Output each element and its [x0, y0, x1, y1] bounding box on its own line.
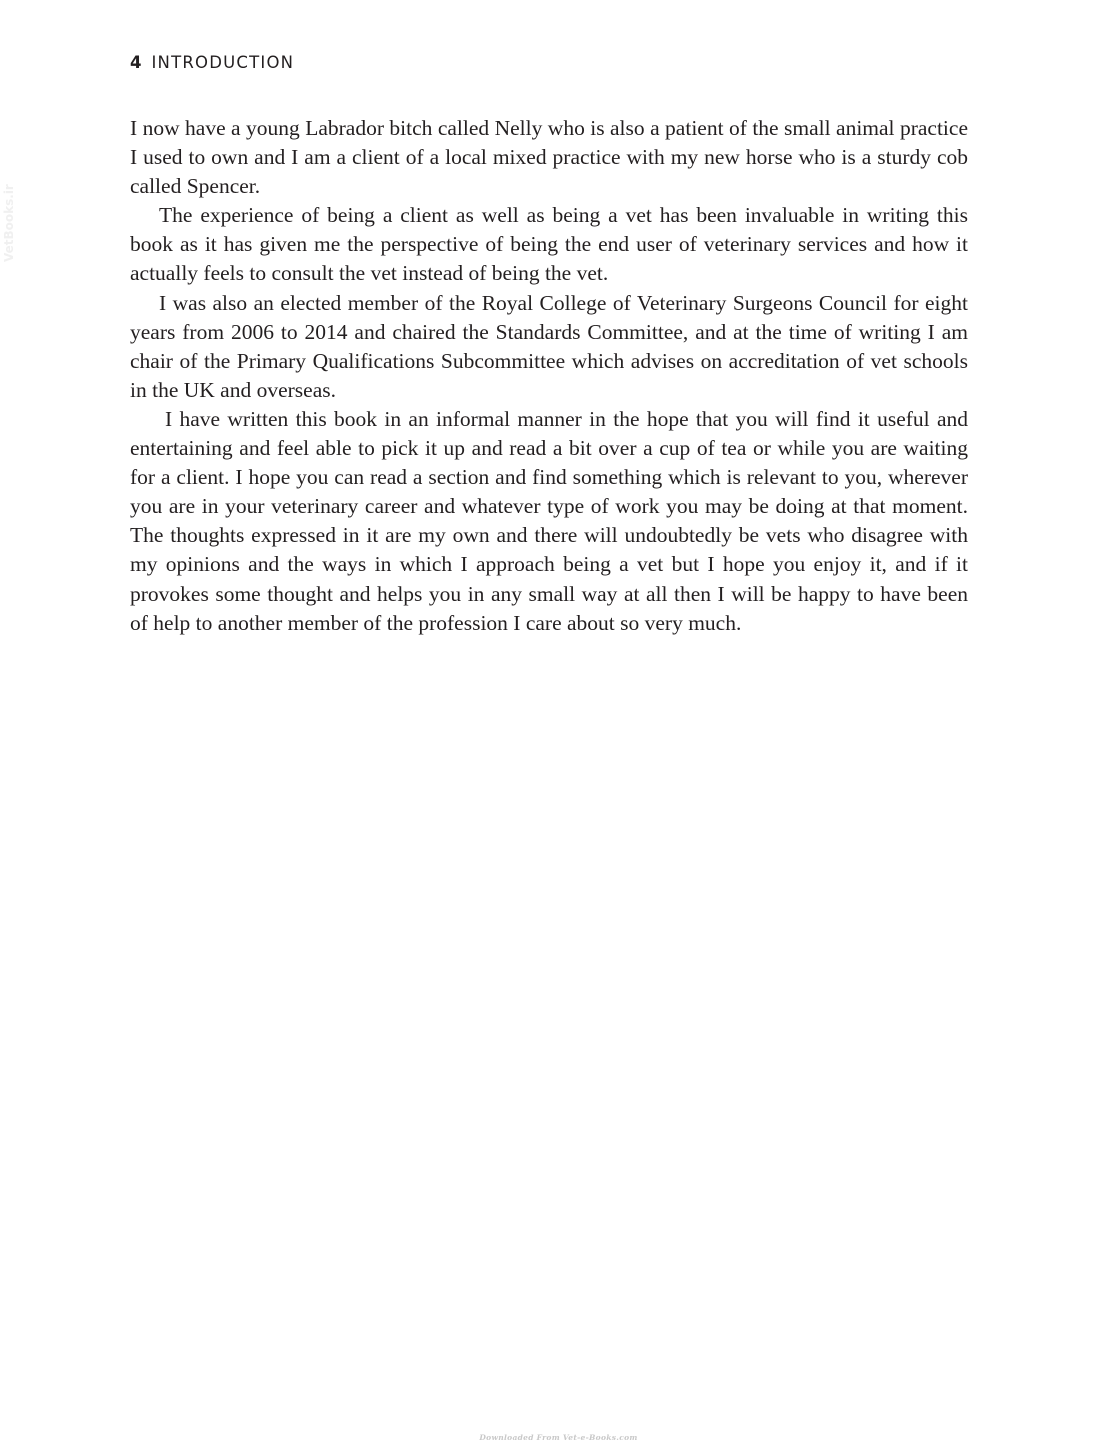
page-number: 4	[130, 53, 142, 72]
footer-watermark: Downloaded From Vet-e-Books.com	[479, 1433, 638, 1442]
body-text	[130, 114, 968, 638]
paragraph: The experience of being a client as well as being a vet has been invaluable in writing this book as it has given me the perspective of being the end user of veterinary services and how it actually feels to consult the vet instead of being the vet.	[130, 203, 968, 286]
paragraph: I was also an elected member of the Royal College of Veterinary Surgeons Council for eight years from 2006 to 2014 and chaired the Standards Committee, and at the time of writing I am chair of the Primary Qualifications Subcommittee which advises on accreditation of vet schools in the UK and overseas.	[130, 290, 968, 402]
paragraph: I have written this book in an informal manner in the hope that you will find it useful and entertaining and feel able to pick it up and read a bit over a cup of tea or while you are waiting for a client. I hope you can read a section and find something which is relevant to you, wherever you are in your veterinary career and whatever type of work you may be doing at that moment. The thoughts expressed in it are my own and there will undoubtedly be vets who disagree with my opinions and the ways in which I approach being a vet but I hope you enjoy it, and if it provokes some thought and helps you in any small way at all then I will be happy to have been of help to another member of the profession I care about so very much.	[130, 406, 968, 635]
section-title: INTRODUCTION	[151, 53, 295, 72]
paragraph: I now have a young Labrador bitch called Nelly who is also a patient of the small animal practice I used to own and I am a client of a local mixed practice with my new horse who is a sturdy cob called Spencer.	[130, 116, 968, 199]
running-head	[130, 53, 294, 72]
side-watermark: VetBooks.ir	[2, 184, 16, 262]
